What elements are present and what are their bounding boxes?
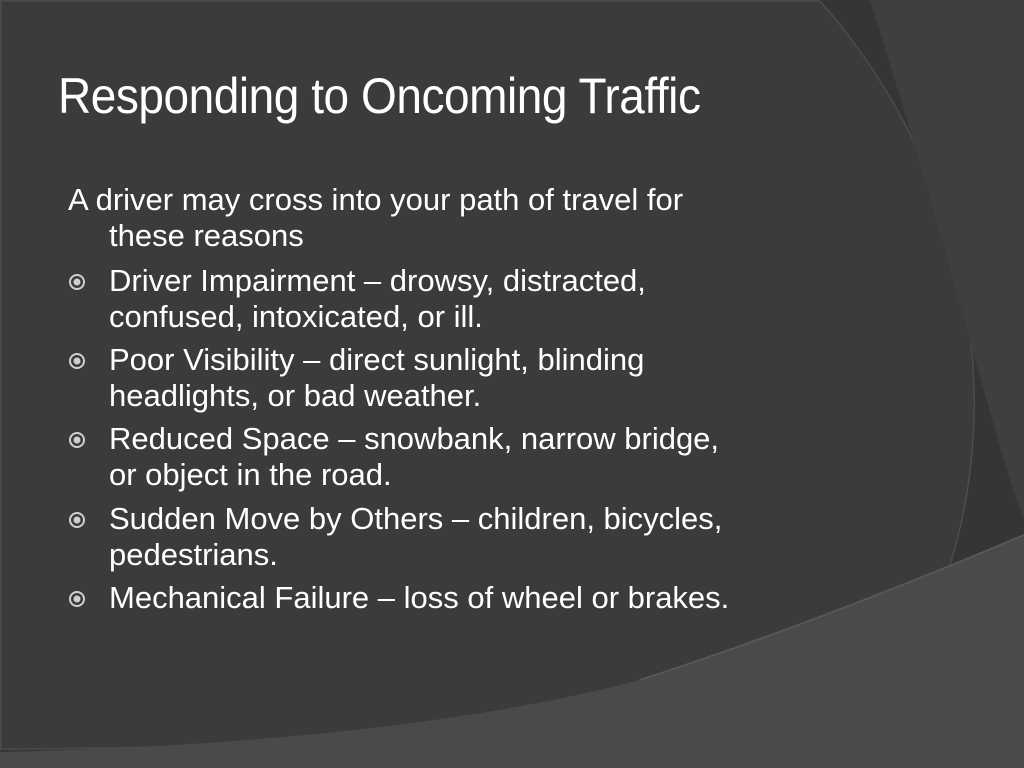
bullet-text: Sudden Move by Others – children, bicycles, pedestrians. bbox=[109, 501, 723, 572]
bullet-text: Mechanical Failure – loss of wheel or brakes. bbox=[109, 580, 730, 615]
bullet-text: Poor Visibility – direct sunlight, blinding headlights, or bad weather. bbox=[109, 342, 645, 413]
bullet-driver-impairment bbox=[68, 263, 858, 335]
circled-dot-icon bbox=[68, 431, 86, 449]
circled-dot-icon bbox=[68, 590, 86, 608]
bullet-sudden-move bbox=[68, 501, 858, 573]
bullet-text: Reduced Space – snowbank, narrow bridge, or object in the road. bbox=[109, 421, 720, 492]
intro-line-2: these reasons bbox=[109, 218, 304, 253]
circled-dot-icon bbox=[68, 352, 86, 370]
bullet-poor-visibility bbox=[68, 342, 858, 414]
circled-dot-icon bbox=[68, 511, 86, 529]
circled-dot-icon bbox=[68, 273, 86, 291]
slide-title: Responding to Oncoming Traffic bbox=[58, 68, 701, 124]
bullet-reduced-space bbox=[68, 421, 858, 493]
bullet-text: Driver Impairment – drowsy, distracted, confused, intoxicated, or ill. bbox=[109, 263, 646, 334]
intro-line-1: A driver may cross into your path of travel for bbox=[68, 182, 684, 217]
bullet-mechanical-failure bbox=[68, 580, 858, 616]
intro-text bbox=[68, 182, 828, 254]
